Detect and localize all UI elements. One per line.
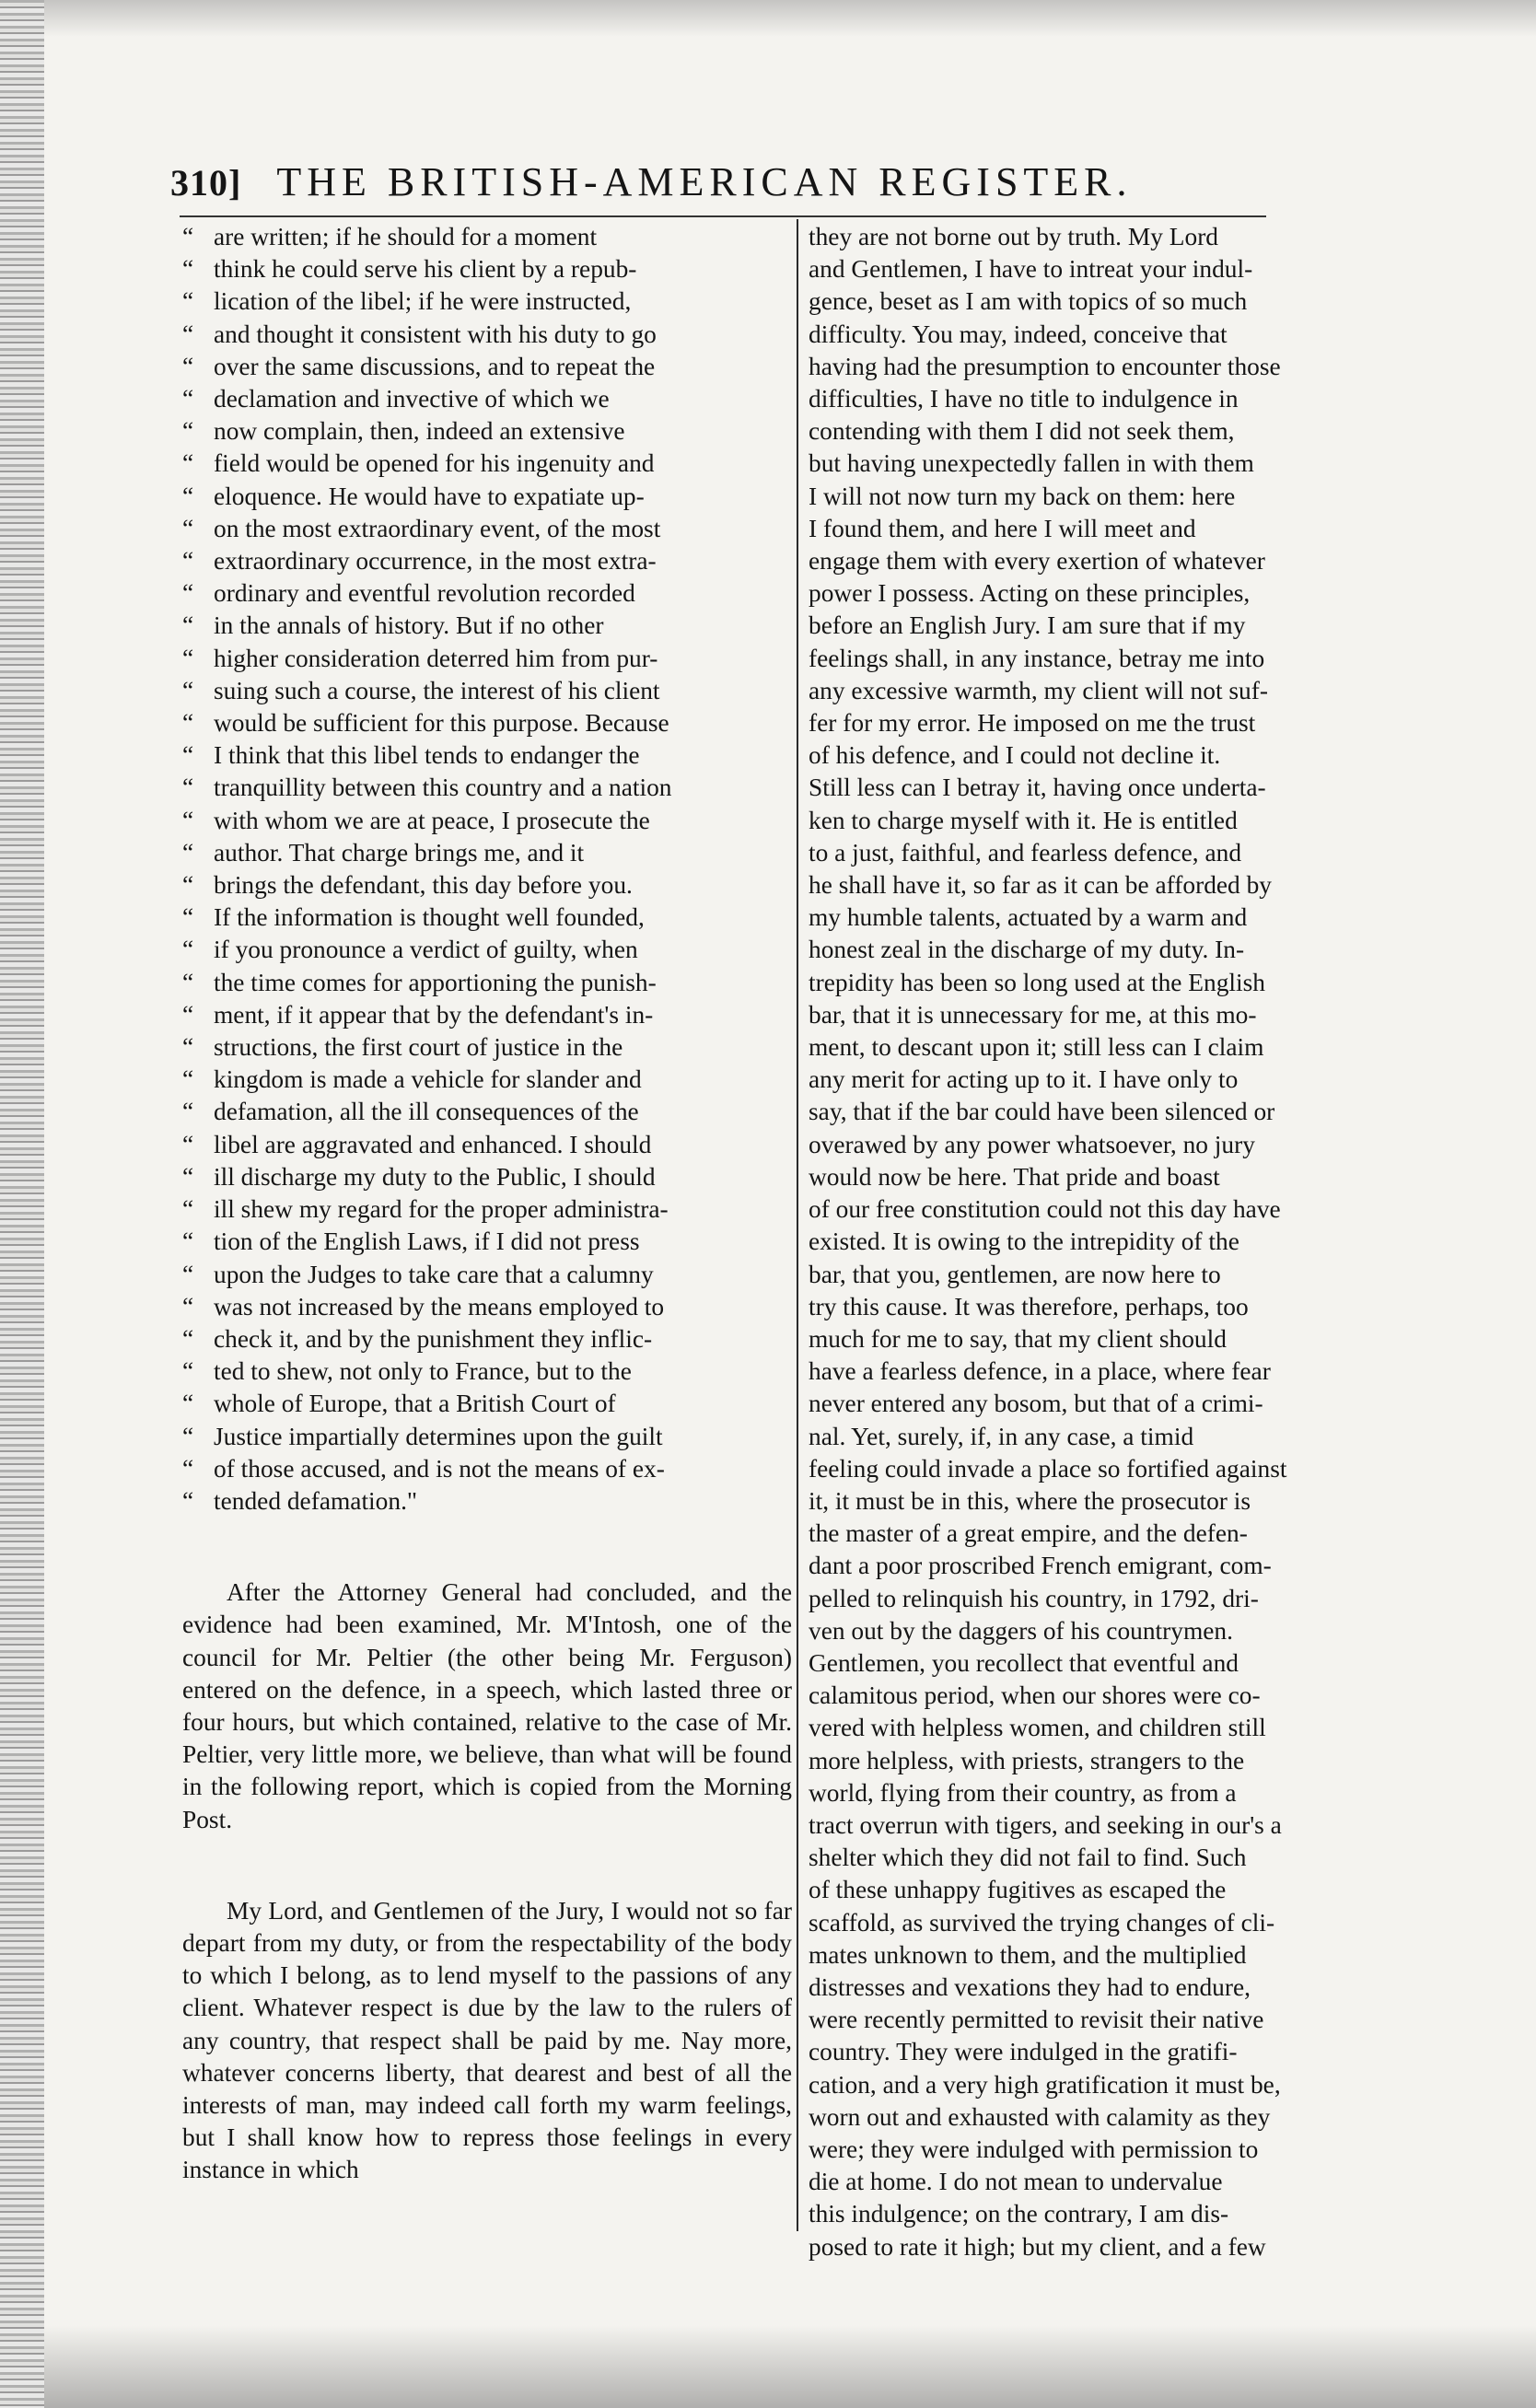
text-line: shelter which they did not fail to find. Such — [809, 1844, 1247, 1872]
scan-edge-top — [44, 0, 1536, 37]
quoted-line: “ tion of the English Laws, if I did not press — [182, 1226, 792, 1258]
quoted-line: “ I think that this libel tends to endanger the — [182, 739, 792, 772]
quoted-line: “ suing such a course, the interest of his client — [182, 675, 792, 707]
text-line: he shall have it, so far as it can be afforded by — [809, 871, 1272, 900]
quoted-line: “ tranquillity between this country and a nation — [182, 772, 792, 804]
quoted-line: “ structions, the first court of justice in the — [182, 1031, 792, 1064]
text-line: posed to rate it high; but my client, and a few — [809, 2232, 1266, 2261]
text-line: ment, to descant upon it; still less can I claim — [809, 1033, 1264, 1062]
quoted-line: “ eloquence. He would have to expatiate up- — [182, 481, 792, 513]
text-line: any excessive warmth, my client will not suf- — [809, 676, 1268, 704]
text-line: vered with helpless women, and children still — [809, 1714, 1266, 1742]
text-line: bar, that it is unnecessary for me, at this mo- — [809, 1000, 1257, 1029]
left-column — [182, 221, 792, 2187]
quoted-line: “ declamation and invective of which we — [182, 383, 792, 415]
quoted-line: “ ment, if it appear that by the defendant's in- — [182, 999, 792, 1031]
text-line: fer for my error. He imposed on me the trust — [809, 709, 1256, 738]
speech-paragraph: My Lord, and Gentlemen of the Jury, I would not so far depart from my duty, or from the respectability of the body to which I belong, as to lend myself to the passions of any client. Whatever respect is due by the law to the rulers of any country, that respect shall be paid by me. Nay more, whatever concerns liberty, that dearest and best of all the interests of man, may indeed call forth my warm feelings, but I shall know how to repress those feelings in every instance in which — [182, 1896, 792, 2184]
text-line: it, it must be in this, where the prosecutor is — [809, 1486, 1251, 1515]
scan-edge-left — [0, 0, 44, 2408]
text-line: of our free constitution could not this day have — [809, 1195, 1281, 1224]
text-line: to a just, faithful, and fearless defence, and — [809, 838, 1242, 867]
quoted-line: “ higher consideration deterred him from pur- — [182, 643, 792, 675]
text-line: cation, and a very high gratification it must be, — [809, 2070, 1281, 2099]
text-line: nal. Yet, surely, if, in any case, a timid — [809, 1422, 1194, 1450]
quoted-line: “ If the information is thought well founded, — [182, 902, 792, 934]
quoted-line: “ now complain, then, indeed an extensive — [182, 415, 792, 448]
text-line: power I possess. Acting on these principles, — [809, 579, 1251, 608]
quoted-line: “ ted to shew, not only to France, but to the — [182, 1355, 792, 1388]
text-line: bar, that you, gentlemen, are now here to — [809, 1260, 1221, 1288]
text-line: and Gentlemen, I have to intreat your indul- — [809, 255, 1253, 284]
header-rule — [180, 215, 1266, 217]
quoted-line: “ ordinary and eventful revolution recorded — [182, 577, 792, 610]
quoted-line: “ lication of the libel; if he were instructed, — [182, 285, 792, 318]
text-line: were recently permitted to revisit their native — [809, 2006, 1264, 2034]
quoted-line: “ brings the defendant, this day before you. — [182, 869, 792, 902]
text-line: honest zeal in the discharge of my duty. In- — [809, 936, 1245, 964]
text-line: ken to charge myself with it. He is entitled — [809, 806, 1238, 834]
quoted-line: “ if you pronounce a verdict of guilty, when — [182, 934, 792, 966]
quoted-line: “ of those accused, and is not the means of ex- — [182, 1453, 792, 1485]
text-line: tract overrun with tigers, and seeking in our's a — [809, 1810, 1282, 1839]
text-line: my humble talents, actuated by a warm and — [809, 903, 1248, 932]
text-line: scaffold, as survived the trying changes of cli- — [809, 1908, 1275, 1937]
scan-edge-bottom — [44, 2325, 1536, 2408]
quoted-line: “ kingdom is made a vehicle for slander and — [182, 1064, 792, 1096]
quoted-line: “ with whom we are at peace, I prosecute the — [182, 805, 792, 837]
text-line: have a fearless defence, in a place, where fear — [809, 1357, 1271, 1386]
text-line: any merit for acting up to it. I have only to — [809, 1065, 1239, 1094]
text-line: difficulty. You may, indeed, conceive that — [809, 320, 1228, 348]
text-line: feelings shall, in any instance, betray me into — [809, 644, 1265, 672]
quoted-line: “ upon the Judges to take care that a calumny — [182, 1259, 792, 1291]
running-head: THE BRITISH-AMERICAN REGISTER. — [276, 159, 1133, 204]
text-line: pelled to relinquish his country, in 1792, dri- — [809, 1584, 1259, 1612]
quoted-line: “ author. That charge brings me, and it — [182, 837, 792, 869]
text-line: gence, beset as I am with topics of so much — [809, 287, 1248, 316]
text-line: calamitous period, when our shores were co- — [809, 1681, 1261, 1710]
text-line: more helpless, with priests, strangers to the — [809, 1746, 1245, 1774]
text-line: never entered any bosom, but that of a crimi- — [809, 1390, 1263, 1418]
text-line: much for me to say, that my client should — [809, 1324, 1227, 1353]
text-line: country. They were indulged in the gratifi- — [809, 2038, 1238, 2066]
text-line: difficulties, I have no title to indulgence in — [809, 385, 1239, 413]
text-line: Still less can I betray it, having once underta- — [809, 774, 1266, 802]
column-divider — [797, 219, 798, 2231]
text-line: trepidity has been so long used at the English — [809, 968, 1265, 996]
quoted-line: “ check it, and by the punishment they inflic- — [182, 1323, 792, 1355]
text-line: dant a poor proscribed French emigrant, com- — [809, 1552, 1272, 1580]
text-line: this indulgence; on the contrary, I am dis- — [809, 2200, 1229, 2228]
quoted-line: “ ill shew my regard for the proper administra- — [182, 1193, 792, 1226]
text-line: would now be here. That pride and boast — [809, 1162, 1220, 1191]
text-line: contending with them I did not seek them, — [809, 417, 1235, 446]
text-line: distresses and vexations they had to endure, — [809, 1972, 1251, 2001]
quoted-line: “ defamation, all the ill consequences of the — [182, 1096, 792, 1128]
quoted-line: “ in the annals of history. But if no other — [182, 610, 792, 642]
quoted-line: “ would be sufficient for this purpose. Because — [182, 707, 792, 739]
text-line: but having unexpectedly fallen in with them — [809, 449, 1254, 478]
text-line: die at home. I do not mean to undervalue — [809, 2168, 1223, 2196]
right-column — [809, 221, 1430, 2263]
text-line: I found them, and here I will meet and — [809, 514, 1196, 542]
text-line: say, that if the bar could have been silenced or — [809, 1098, 1275, 1126]
quoted-line: “ on the most extraordinary event, of the most — [182, 513, 792, 545]
quoted-line: “ extraordinary occurrence, in the most extra- — [182, 545, 792, 577]
quoted-line: “ field would be opened for his ingenuity and — [182, 448, 792, 480]
narrative-paragraph: After the Attorney General had concluded, and the evidence had been examined, Mr. M'Intosh, one of the council for Mr. Peltier (the other being Mr. Ferguson) entered on the defence, in a speech, which lasted three or four hours, but which contained, relative to the case of Mr. Peltier, very little more, we believe, than what will be found in the following report, which is copied from the Morning Post. — [182, 1578, 792, 1833]
quoted-line: “ libel are aggravated and enhanced. I should — [182, 1129, 792, 1161]
quoted-line: “ whole of Europe, that a British Court of — [182, 1388, 792, 1420]
text-line: mates unknown to them, and the multiplied — [809, 1940, 1247, 1969]
page-number: 310] — [170, 162, 242, 204]
text-line: I will not now turn my back on them: here — [809, 482, 1236, 510]
quoted-line: “ are written; if he should for a moment — [182, 221, 792, 253]
quoted-line: “ the time comes for apportioning the punish- — [182, 967, 792, 999]
text-line: having had the presumption to encounter those — [809, 352, 1281, 380]
quoted-line: “ was not increased by the means employed to — [182, 1291, 792, 1323]
text-line: try this cause. It was therefore, perhaps, too — [809, 1292, 1249, 1320]
text-line: existed. It is owing to the intrepidity of the — [809, 1227, 1239, 1256]
text-line: of his defence, and I could not decline it. — [809, 741, 1221, 770]
quoted-line: “ Justice impartially determines upon the guilt — [182, 1421, 792, 1453]
page-header — [170, 158, 1275, 214]
text-line: ven out by the daggers of his countrymen. — [809, 1616, 1233, 1645]
quoted-line: “ tended defamation." — [182, 1485, 792, 1518]
text-line: before an English Jury. I am sure that if my — [809, 611, 1246, 640]
quoted-line: “ think he could serve his client by a repub- — [182, 253, 792, 285]
text-line: worn out and exhausted with calamity as they — [809, 2102, 1271, 2131]
quoted-speech-block — [182, 221, 792, 1518]
text-line: overawed by any power whatsoever, no jury — [809, 1130, 1255, 1158]
text-line: world, flying from their country, as from a — [809, 1778, 1237, 1807]
text-line: Gentlemen, you recollect that eventful and — [809, 1648, 1239, 1677]
text-line: feeling could invade a place so fortified against — [809, 1454, 1287, 1483]
text-line: of these unhappy fugitives as escaped the — [809, 1876, 1227, 1904]
text-line: engage them with every exertion of whatever — [809, 547, 1265, 576]
quoted-line: “ ill discharge my duty to the Public, I should — [182, 1161, 792, 1193]
text-line: they are not borne out by truth. My Lord — [809, 223, 1219, 250]
text-line: were; they were indulged with permission to — [809, 2135, 1259, 2163]
text-line: the master of a great empire, and the defen- — [809, 1519, 1248, 1548]
quoted-line: “ over the same discussions, and to repeat the — [182, 351, 792, 383]
quoted-line: “ and thought it consistent with his duty to go — [182, 319, 792, 351]
